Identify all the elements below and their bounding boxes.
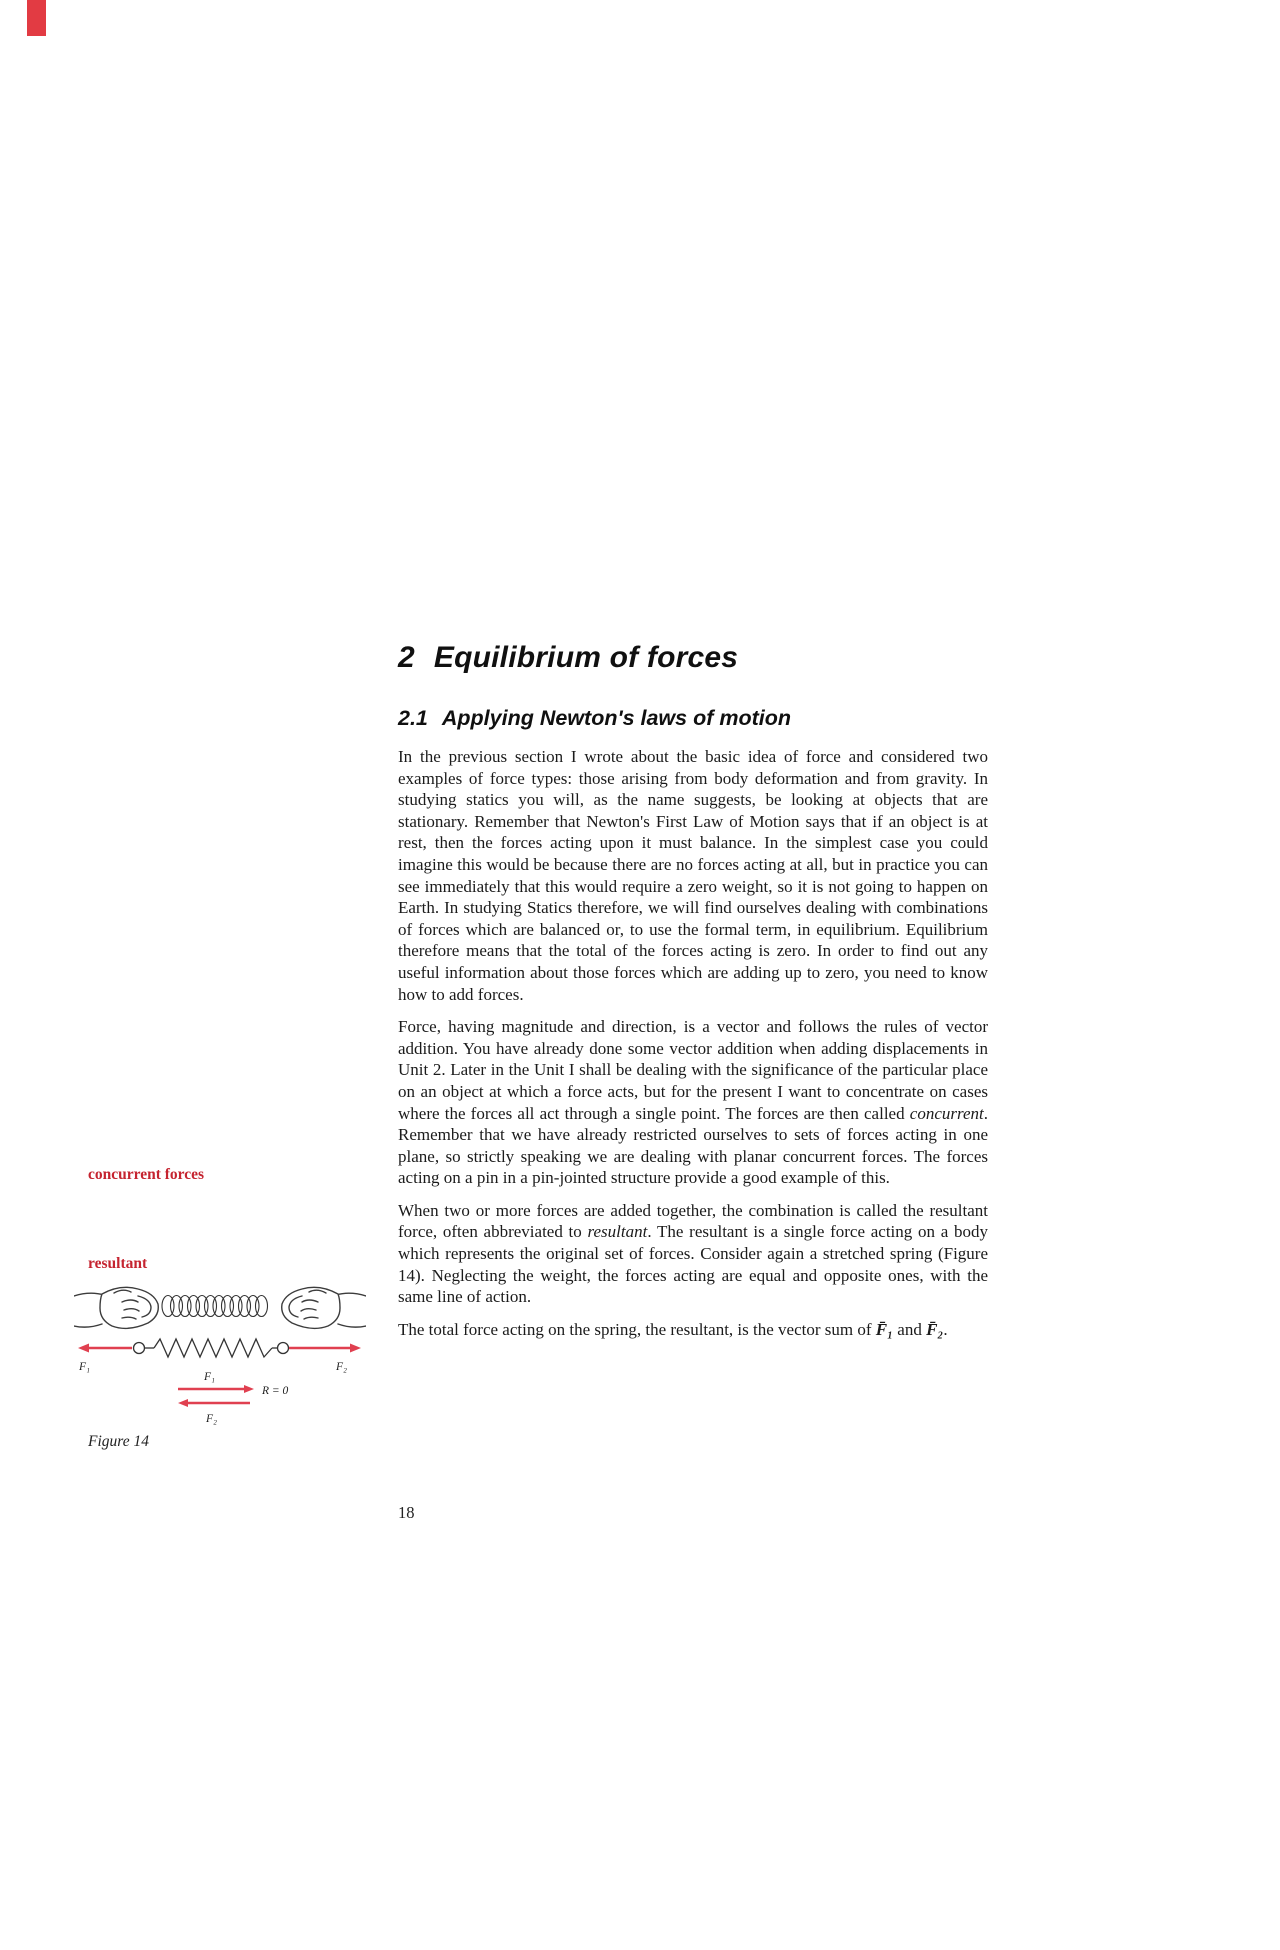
concurrent-term: concurrent [909, 1103, 984, 1123]
section-heading [398, 641, 988, 675]
page-number: 18 [398, 1503, 415, 1522]
sub-arrow-f1-right [178, 1385, 254, 1393]
force-arrow-f2-right [289, 1344, 361, 1353]
subsection-number: 2.1 [398, 706, 428, 730]
paragraph-3-text-b: . The resultant is a single force acting on a body which represents the original set of forces. Consider again a stretched spring (Figure 14). Neglecting the weight, the forces acting are equal and opposite ones, with the same line of action. [398, 1222, 988, 1307]
paragraph-3 [398, 1200, 988, 1308]
sub-f1-label: F₁ [204, 1371, 216, 1383]
spring-figure-drawing [74, 1282, 366, 1444]
text-column [398, 641, 988, 1351]
paragraph-4-text-mid: and [893, 1319, 927, 1339]
sub-arrow-f2-left [178, 1399, 250, 1407]
figure-caption: Figure 14 [88, 1433, 149, 1450]
force-f2-symbol: F̄₂ [926, 1319, 944, 1339]
paragraph-2-text-b: . Remember that we have already restricted ourselves to sets of forces acting in one plane, so strictly speaking we are dealing with planar concurrent forces. The forces acting on a pin in a pin-jointed structure provide a good example of this. [398, 1103, 988, 1188]
force-arrow-f1-left [78, 1344, 132, 1353]
margin-label-concurrent-forces: concurrent forces [88, 1166, 205, 1183]
paragraph-2 [398, 1016, 988, 1189]
coil-spring-drawing [162, 1296, 268, 1317]
paragraph-2-text: Force, having magnitude and direction, is a vector and follows the rules of vector addition. You have already done some vector addition when adding displacements in Unit 2. Later in the Unit I shall be dealing with the significance of the particular place on an object at which a force acts, but for the present I want to concentrate on cases where the forces all act through a single point. The forces are then called [398, 1017, 988, 1123]
subsection-heading [398, 706, 988, 731]
section-title: Equilibrium of forces [433, 641, 739, 674]
red-corner-mark [27, 0, 46, 36]
resultant-term: resultant [587, 1222, 648, 1242]
figure-f2-label: F₂ [336, 1361, 348, 1373]
paragraph-4-text: The total force acting on the spring, the resultant, is the vector sum of [398, 1319, 876, 1339]
resultant-zero-label: R = 0 [262, 1385, 289, 1397]
margin-label-resultant: resultant [88, 1255, 148, 1272]
paragraph-4-text-end: . [943, 1319, 948, 1339]
force-f1-symbol: F̄₁ [875, 1319, 894, 1339]
spring-axis-drawing [134, 1339, 289, 1357]
paragraph-1: In the previous section I wrote about the basic idea of force and considered two examples of force types: those arising from body deformation and from gravity. In studying statics you will, as the name suggests, be looking at objects that are stationary. Remember that Newton's First Law of Motion says that if an object is at rest, then the forces acting upon it must balance. In the simplest case you could imagine this would be because there are no forces acting at all, but in practice you can see immediately that this would require a zero weight, so it is not going to happen on Earth. In studying Statics therefore, we will find ourselves dealing with combinations of forces which are balanced or, to use the formal term, in equilibrium. Equilibrium therefore means that the total of the forces acting is zero. In order to find out any useful information about those forces which are adding up to zero, you need to know how to add forces. [398, 747, 988, 1004]
paragraph-3-text: When two or more forces are added together, the combination is called the resultant force, often abbreviated to [398, 1200, 988, 1242]
paragraph-4 [398, 1319, 988, 1341]
subsection-title: Applying Newton's laws of motion [441, 706, 792, 730]
section-number: 2 [398, 641, 415, 674]
figure-f1-label: F₁ [79, 1361, 91, 1373]
right-hand-drawing [282, 1287, 366, 1328]
sub-f2-label: F₂ [206, 1413, 218, 1425]
left-hand-drawing [74, 1287, 158, 1328]
figure-14 [74, 1282, 366, 1444]
